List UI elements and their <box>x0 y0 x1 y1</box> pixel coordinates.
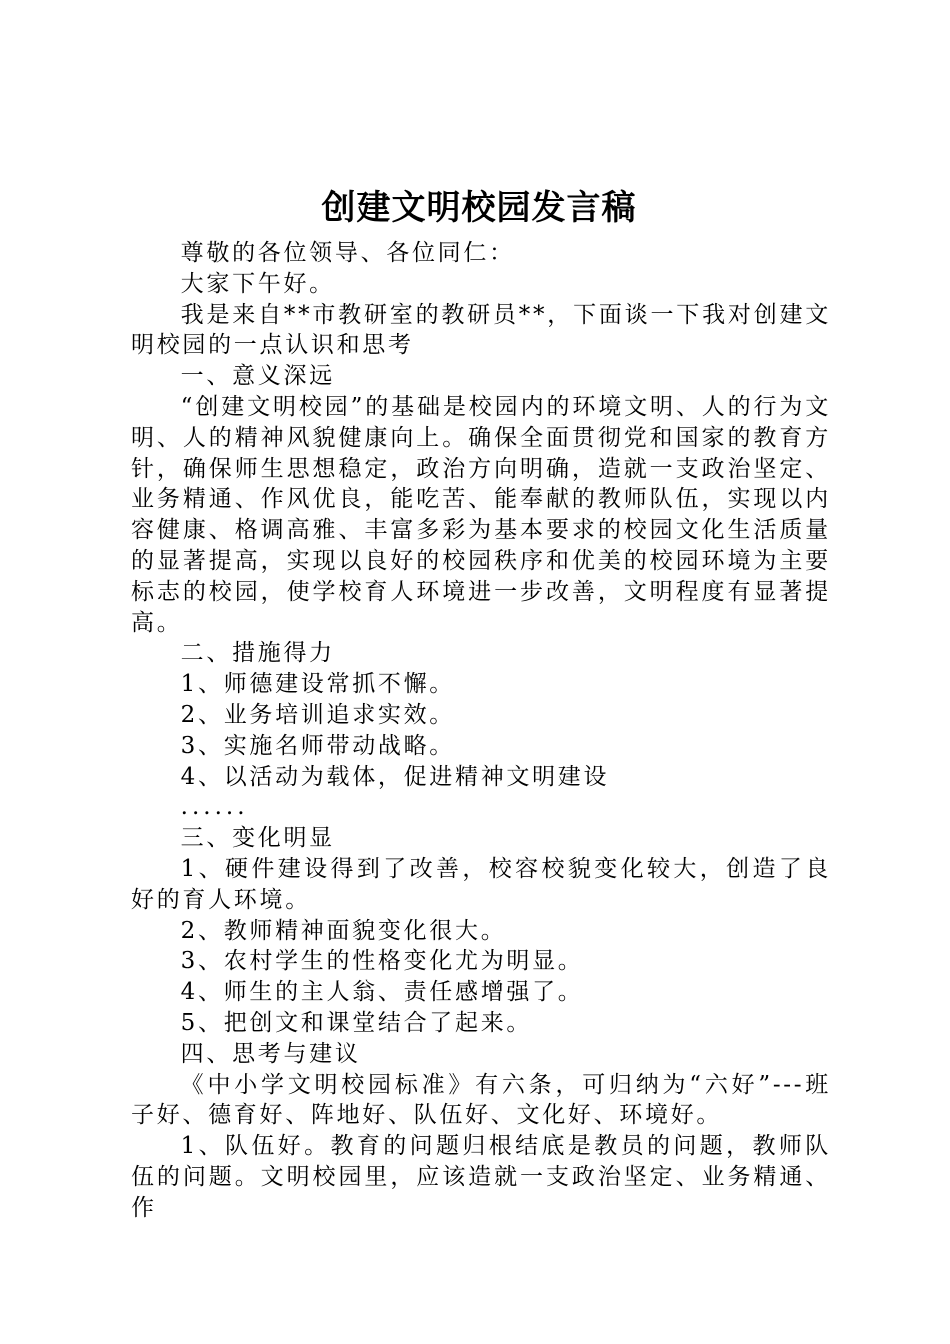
list-item: 1、师德建设常抓不懈。 <box>180 671 456 698</box>
ellipsis-line: ...... <box>180 794 249 821</box>
intro-paragraph: 我是来自**市教研室的教研员**，下面谈一下我对创建文明校园的一点认识和思考 <box>131 301 831 359</box>
list-item: 2、教师精神面貌变化很大。 <box>180 917 507 944</box>
list-item: 5、把创文和课堂结合了起来。 <box>180 1009 533 1036</box>
section-heading-4: 四、思考与建议 <box>180 1040 361 1067</box>
section-4-item-1: 1、队伍好。教育的问题归根结底是教员的问题，教师队伍的问题。文明校园里，应该造就一支政治坚定、业务精通、作 <box>131 1133 831 1221</box>
list-item: 4、以活动为载体，促进精神文明建设 <box>180 763 610 790</box>
list-item: 4、师生的主人翁、责任感增强了。 <box>180 979 584 1006</box>
section-1-paragraph: “创建文明校园”的基础是校园内的环境文明、人的行为文明、人的精神风貌健康向上。确保全面贯彻党和国家的教育方针，确保师生思想稳定，政治方向明确，造就一支政治坚定、业务精通、作风优良，能吃苦、能奉献的教师队伍，实现以内容健康、格调高雅、丰富多彩为基本要求的校园文化生活质量的显著提高，实现以良好的校园秩序和优美的校园环境为主要标志的校园，使学校育人环境进一步改善，文明程度有显著提高。 <box>131 393 831 636</box>
list-item: 2、业务培训追求实效。 <box>180 701 456 728</box>
list-item: 1、硬件建设得到了改善，校容校貌变化较大，创造了良好的育人环境。 <box>131 855 831 913</box>
document-body <box>131 238 831 1224</box>
list-item: 3、农村学生的性格变化尤为明显。 <box>180 948 584 975</box>
section-heading-1: 一、意义深远 <box>180 363 335 390</box>
section-heading-3: 三、变化明显 <box>180 825 335 852</box>
section-4-paragraph: 《中小学文明校园标准》有六条，可归纳为“六好”---班子好、德育好、阵地好、队伍好、文化好、环境好。 <box>131 1071 831 1129</box>
greeting: 大家下午好。 <box>180 270 335 297</box>
list-item: 3、实施名师带动战略。 <box>180 732 456 759</box>
salutation: 尊敬的各位领导、各位同仁： <box>180 240 515 266</box>
document-title: 创建文明校园发言稿 <box>321 188 637 228</box>
section-heading-2: 二、措施得力 <box>180 640 335 667</box>
